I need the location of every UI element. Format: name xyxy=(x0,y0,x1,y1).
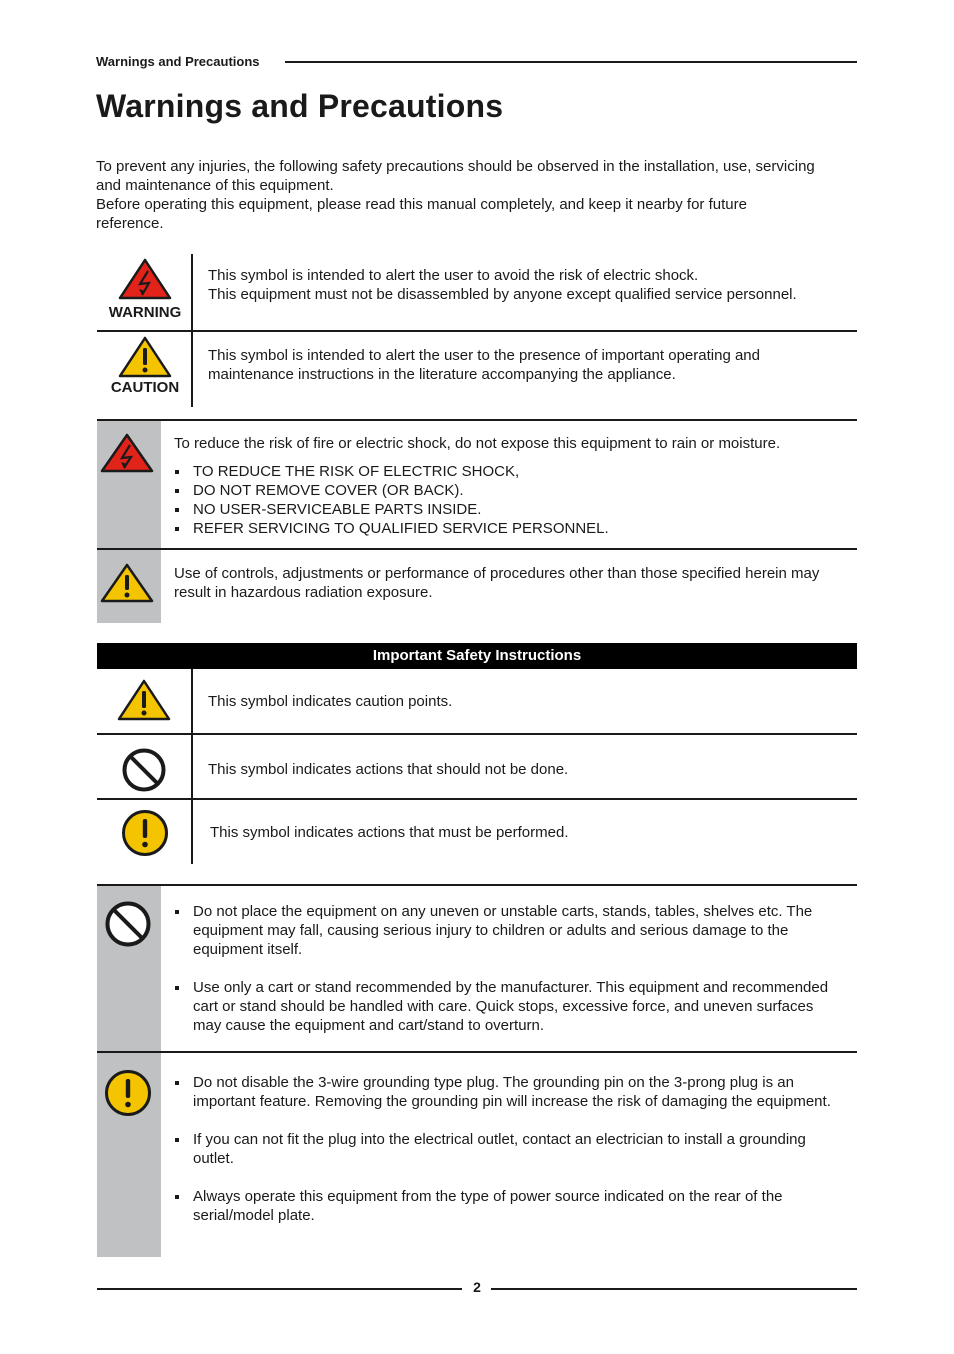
list-item: Do not disable the 3-wire grounding type plug. The grounding pin on the 3-prong plug is an important feature. Removing the grounding pin will increase the risk of damaging the equipment. xyxy=(174,1073,834,1111)
table-divider xyxy=(191,669,193,734)
section-rule xyxy=(97,548,857,550)
shock-note-list xyxy=(174,462,844,538)
radiation-note: Use of controls, adjustments or performance of procedures other than those specified herein may result in hazardous radiation exposure. xyxy=(174,565,820,601)
running-header: Warnings and Precautions xyxy=(96,54,260,69)
list-item: Do not place the equipment on any uneven or unstable carts, stands, tables, shelves etc. The equipment may fall, causing serious injury to children or adults and serious damage to the equipment itself. xyxy=(174,902,834,959)
intro-paragraph: To prevent any injuries, the following safety precautions should be observed in the installation, use, servicing and maintenance of this equipment. xyxy=(96,158,815,194)
caution-exclamation-icon xyxy=(118,336,172,378)
intro-paragraph: Before operating this equipment, please read this manual completely, and keep it nearby for future reference. xyxy=(96,196,747,232)
caution-label: CAUTION xyxy=(110,379,180,396)
prohibited-list xyxy=(174,902,834,1054)
table-divider xyxy=(191,254,193,330)
instruction-text: This symbol indicates caution points. xyxy=(208,693,453,710)
list-item: Always operate this equipment from the type of power source indicated on the rear of the serial/model plate. xyxy=(174,1187,834,1225)
warning-text-line: This equipment must not be disassembled by anyone except qualified service personnel. xyxy=(208,286,797,303)
list-item: DO NOT REMOVE COVER (OR BACK). xyxy=(174,481,844,500)
table-divider xyxy=(191,800,193,864)
header-rule xyxy=(285,61,857,63)
instruction-text: This symbol indicates actions that should not be done. xyxy=(208,761,569,778)
electric-shock-warning-icon xyxy=(100,433,154,473)
list-item: REFER SERVICING TO QUALIFIED SERVICE PERSONNEL. xyxy=(174,519,844,538)
mandatory-exclamation-circle-icon xyxy=(104,1069,152,1117)
list-item: Use only a cart or stand recommended by the manufacturer. This equipment and recommended cart or stand should be handled with care. Quick stops, excessive force, and uneven surfaces may cause the equipment and cart/stand to overturn. xyxy=(174,978,834,1035)
warning-text-line: This symbol is intended to alert the user to avoid the risk of electric shock. xyxy=(208,267,699,284)
prohibited-icon xyxy=(121,747,167,793)
table-divider xyxy=(191,332,193,407)
table-rule xyxy=(97,733,857,735)
table-rule xyxy=(97,798,857,800)
list-item: NO USER-SERVICEABLE PARTS INSIDE. xyxy=(174,500,844,519)
list-item: TO REDUCE THE RISK OF ELECTRIC SHOCK, xyxy=(174,462,844,481)
list-item: If you can not fit the plug into the electrical outlet, contact an electrician to install a grounding outlet. xyxy=(174,1130,834,1168)
page-title: Warnings and Precautions xyxy=(96,88,504,124)
footer-rule xyxy=(97,1288,462,1290)
mandatory-exclamation-circle-icon xyxy=(121,809,169,857)
intro-paragraphs xyxy=(96,157,816,233)
mandatory-list xyxy=(174,1073,834,1244)
warning-description xyxy=(208,266,848,304)
section-rule xyxy=(97,419,857,421)
caution-exclamation-icon xyxy=(100,563,154,603)
section-rule xyxy=(97,1051,857,1053)
safety-instructions-banner: Important Safety Instructions xyxy=(97,643,857,669)
instruction-text: This symbol indicates actions that must be performed. xyxy=(210,824,569,841)
caution-triangle-icon xyxy=(117,679,171,721)
section-rule xyxy=(97,884,857,886)
prohibited-icon xyxy=(104,900,152,948)
caution-description: This symbol is intended to alert the user to the presence of important operating and maintenance instructions in the literature accompanying the appliance. xyxy=(208,347,760,383)
page-number: 2 xyxy=(473,1279,481,1295)
electric-shock-warning-icon xyxy=(118,258,172,300)
table-rule xyxy=(97,330,857,332)
table-divider xyxy=(191,735,193,799)
footer-rule xyxy=(491,1288,857,1290)
shock-note-lead: To reduce the risk of fire or electric shock, do not expose this equipment to rain or moisture. xyxy=(174,435,781,452)
warning-label: WARNING xyxy=(108,304,182,321)
